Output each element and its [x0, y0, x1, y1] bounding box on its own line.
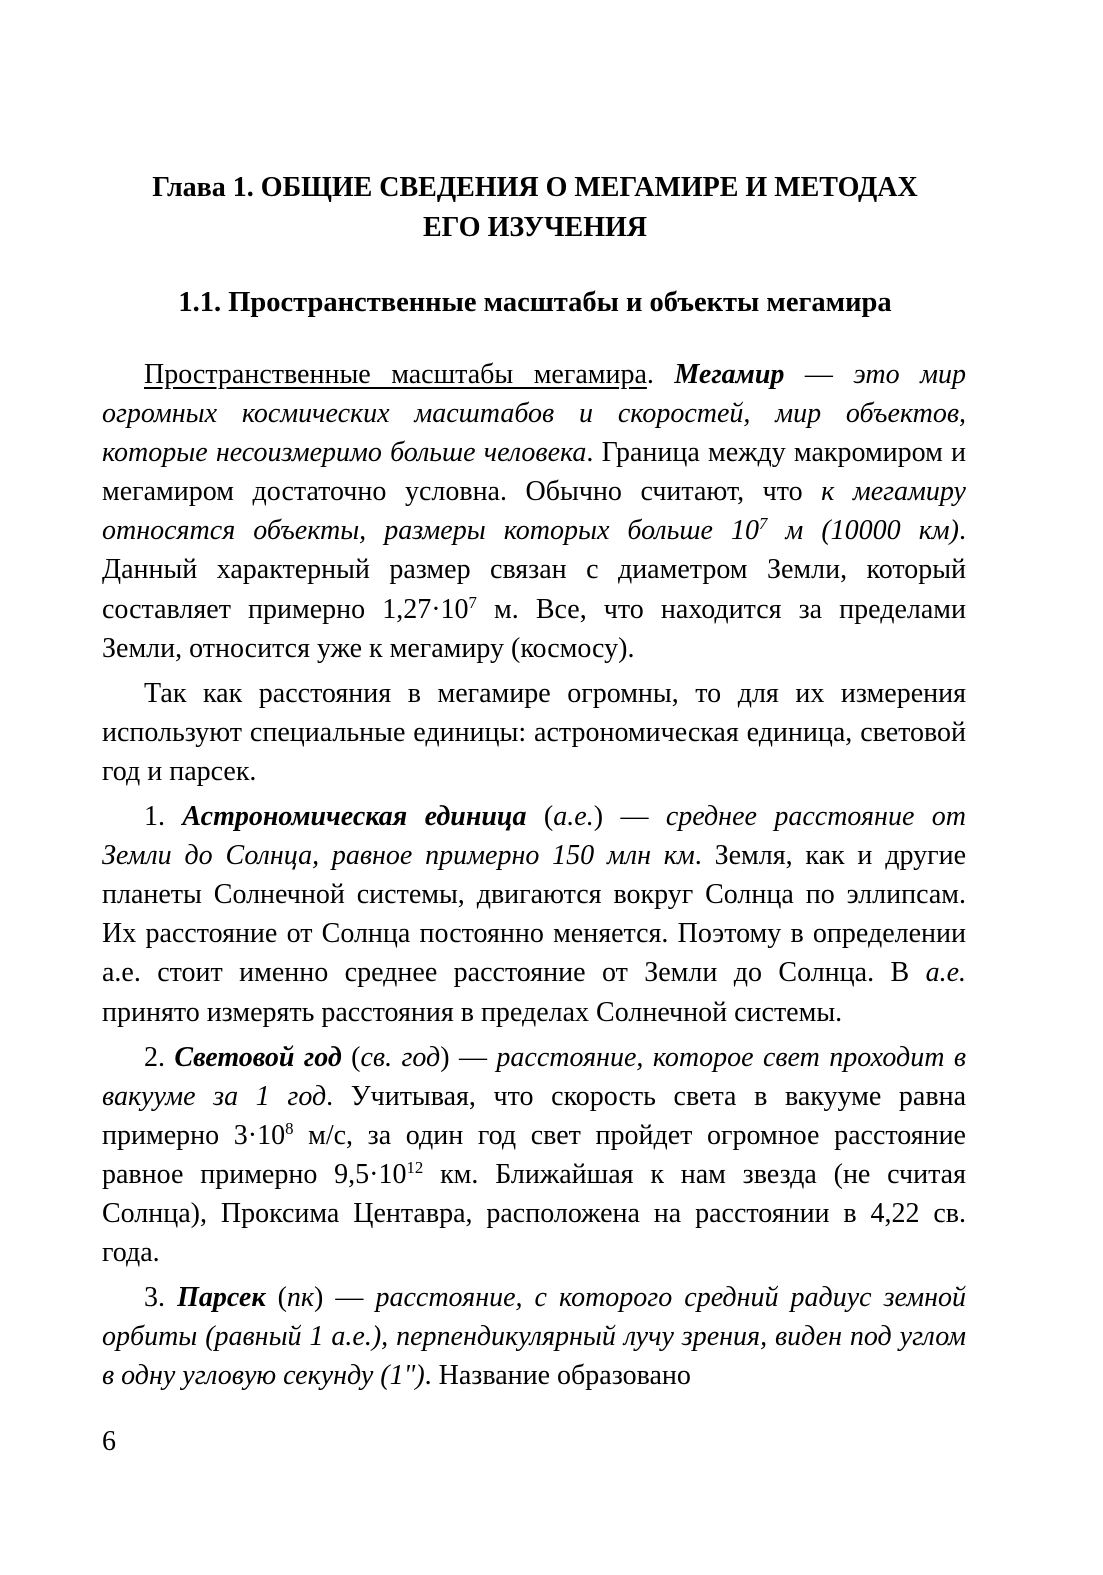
term-megamir: Мегамир: [674, 359, 785, 390]
paragraph-light-year: [102, 1038, 966, 1273]
definition-parsec: расстояние, с которого средний радиус земной орбиты (равный 1 а.е.), перпендикулярный лучу зрения, виден под углом в одну угловую секунду (1"): [102, 1282, 967, 1392]
body-text: [102, 355, 966, 1399]
section-title: 1.1. Пространственные масштабы и объекты мегамира: [178, 287, 892, 318]
paragraph-text: м. Все, что находится за пределами Земли, относится уже к мегамиру (космосу).: [102, 593, 966, 664]
definition-au: среднее расстояние от Земли до Солнца, равное примерно 150 млн км: [102, 801, 967, 872]
chapter-title-line-1: Глава 1. ОБЩИЕ СВЕДЕНИЯ О МЕГАМИРЕ И МЕТОДАХ: [152, 172, 918, 203]
subheading-underlined: Пространственные масштабы мегамира: [144, 359, 647, 390]
paren-open: (: [526, 801, 554, 833]
definition-ly: расстояние, которое свет проходит в вакууме за 1 год: [102, 1041, 966, 1112]
paragraph-astronomical-unit: [102, 797, 966, 1032]
paragraph-text: . Название образовано: [424, 1360, 691, 1392]
abbr-ly: св. год: [360, 1041, 441, 1073]
paren-close-dash: ) —: [593, 801, 666, 833]
list-number: 1.: [144, 801, 183, 833]
list-number: 3.: [144, 1282, 178, 1314]
paragraph-parsec: [102, 1278, 966, 1395]
exponent: 8: [285, 1118, 294, 1138]
paragraph-text: . Граница между макромиром и мегамиром достаточно условна. Обычно считают, что: [102, 437, 966, 508]
abbr-au-inline: а.е.: [925, 957, 966, 989]
chapter-title-line-2: ЕГО ИЗУЧЕНИЯ: [423, 212, 647, 243]
abbr-au: а.е.: [553, 801, 594, 833]
exponent: 7: [758, 514, 768, 534]
chapter-title: [100, 168, 970, 248]
page-number: 6: [102, 1426, 116, 1457]
paren-close-dash: ) —: [440, 1041, 497, 1073]
paragraph-text: км. Ближайшая к нам звезда (не считая Солнца), Проксима Центавра, расположена на расстоянии в 4,22 св. года.: [102, 1158, 966, 1269]
dash: —: [784, 359, 854, 390]
paren-open: (: [265, 1282, 287, 1314]
abbr-pc: пк: [286, 1282, 315, 1314]
paragraph-text: м/с, за один год свет пройдет огромное расстояние равное примерно 9,5·10: [102, 1119, 966, 1190]
paragraph-text: . Учитывая, что скорость света в вакууме равна примерно 3·10: [102, 1080, 966, 1151]
paragraph-units-intro: Так как расстояния в мегамире огромны, то для их измерения используют специальные единицы: астрономическая единица, световой год и парсек.: [102, 677, 966, 787]
term-parsec: Парсек: [177, 1282, 266, 1314]
term-light-year: Световой год: [174, 1041, 342, 1073]
paren-open: (: [341, 1041, 361, 1073]
subheading-period: .: [646, 359, 654, 390]
paragraph-megamir: [102, 355, 966, 668]
exponent: 7: [468, 592, 477, 612]
definition-megamir: это мир огромных космических масштабов и скоростей, мир объектов, которые несоизмеримо больше человека: [102, 359, 966, 469]
exponent: 12: [406, 1157, 424, 1177]
paragraph-text: принято измерять расстояния в пределах Солнечной системы.: [102, 996, 843, 1028]
paragraph-text: . Земля, как и другие планеты Солнечной системы, двигаются вокруг Солнца по эллипсам. Их расстояние от Солнца постоянно меняется. Поэтому в определении а.е. стоит именно среднее расстояние от Земли до Солнца. В: [102, 840, 966, 989]
paragraph-text: . Данный характерный размер связан с диаметром Земли, который составляет примерно 1,27·10: [102, 515, 966, 625]
italic-size-text: к мегамиру относятся объекты, размеры которых больше 10: [102, 476, 966, 547]
italic-size-end: м (10000 км): [767, 515, 959, 547]
paren-close-dash: ) —: [314, 1282, 376, 1314]
term-astronomical-unit: Астрономическая единица: [182, 801, 527, 833]
list-number: 2.: [144, 1041, 175, 1073]
